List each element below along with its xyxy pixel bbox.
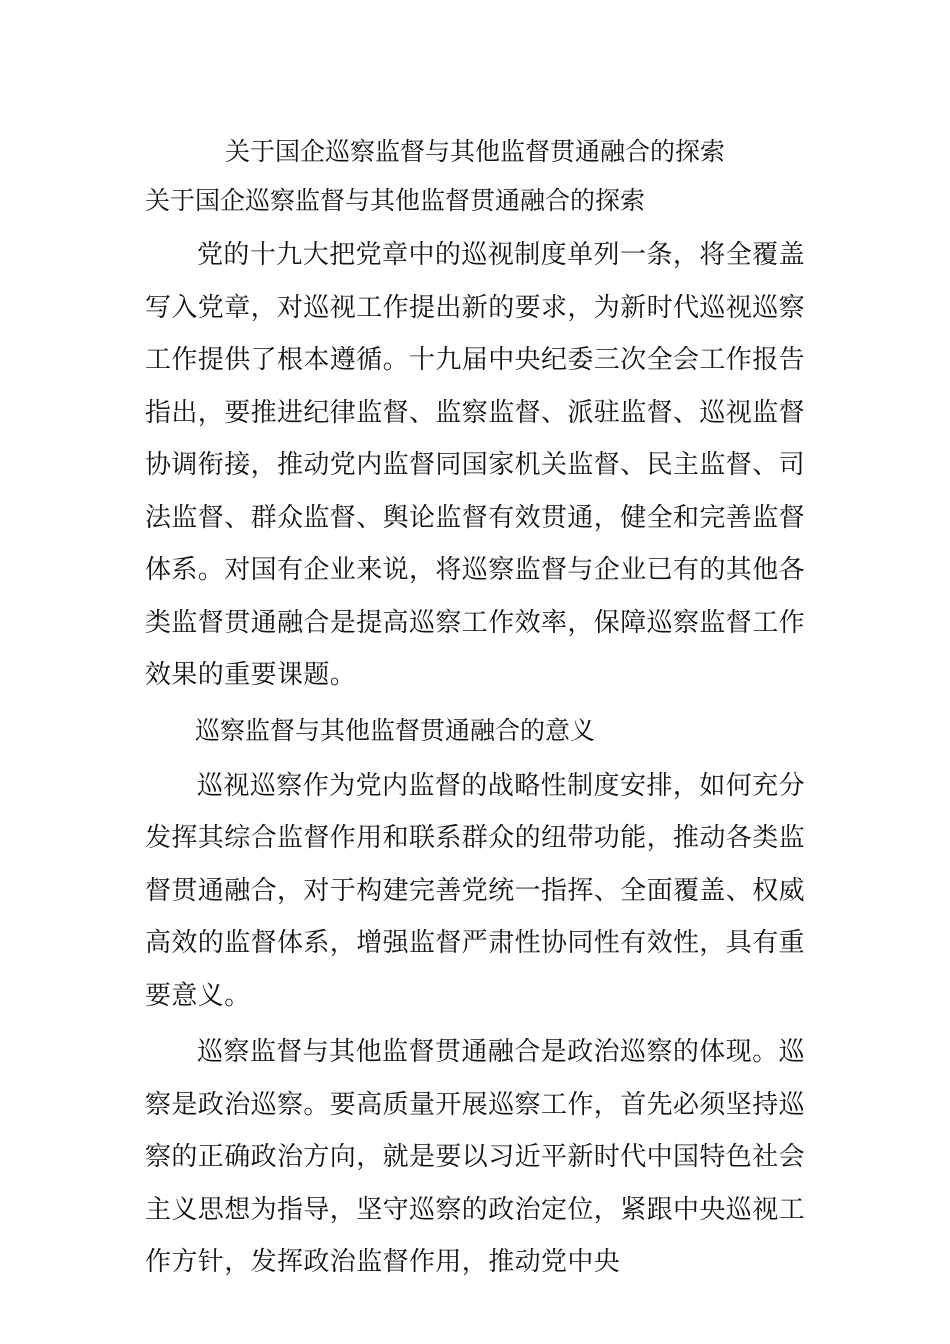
paragraph-political-inspection: 巡察监督与其他监督贯通融合是政治巡察的体现。巡察是政治巡察。要高质量开展巡察工作，首先必须坚持巡察的正确政治方向，就是要以习近平新时代中国特色社会主义思想为指导，坚守巡察的政治定位，紧跟中央巡视工作方针，发挥政治监督作用，推动党中央 [145, 1037, 806, 1277]
document-title: 关于国企巡察监督与其他监督贯通融合的探索 [224, 137, 725, 166]
section-heading: 巡察监督与其他监督贯通融合的意义 [195, 715, 596, 745]
document-subtitle: 关于国企巡察监督与其他监督贯通融合的探索 [145, 186, 646, 215]
document-body [145, 229, 805, 1289]
paragraph-intro: 党的十九大把党章中的巡视制度单列一条，将全覆盖写入党章，对巡视工作提出新的要求，为新时代巡视巡察工作提供了根本遵循。十九届中央纪委三次全会工作报告指出，要推进纪律监督、监察监督、派驻监督、巡视监督协调衔接，推动党内监督同国家机关监督、民主监督、司法监督、群众监督、舆论监督有效贯通，健全和完善监督体系。对国有企业来说，将巡察监督与企业已有的其他各类监督贯通融合是提高巡察工作效率，保障巡察监督工作效果的重要课题。 [145, 240, 806, 690]
paragraph-significance: 巡视巡察作为党内监督的战略性制度安排，如何充分发挥其综合监督作用和联系群众的纽带功能，推动各类监督贯通融合，对于构建完善党统一指挥、全面覆盖、权威高效的监督体系，增强监督严肃性协同性有效性，具有重要意义。 [145, 770, 806, 1011]
